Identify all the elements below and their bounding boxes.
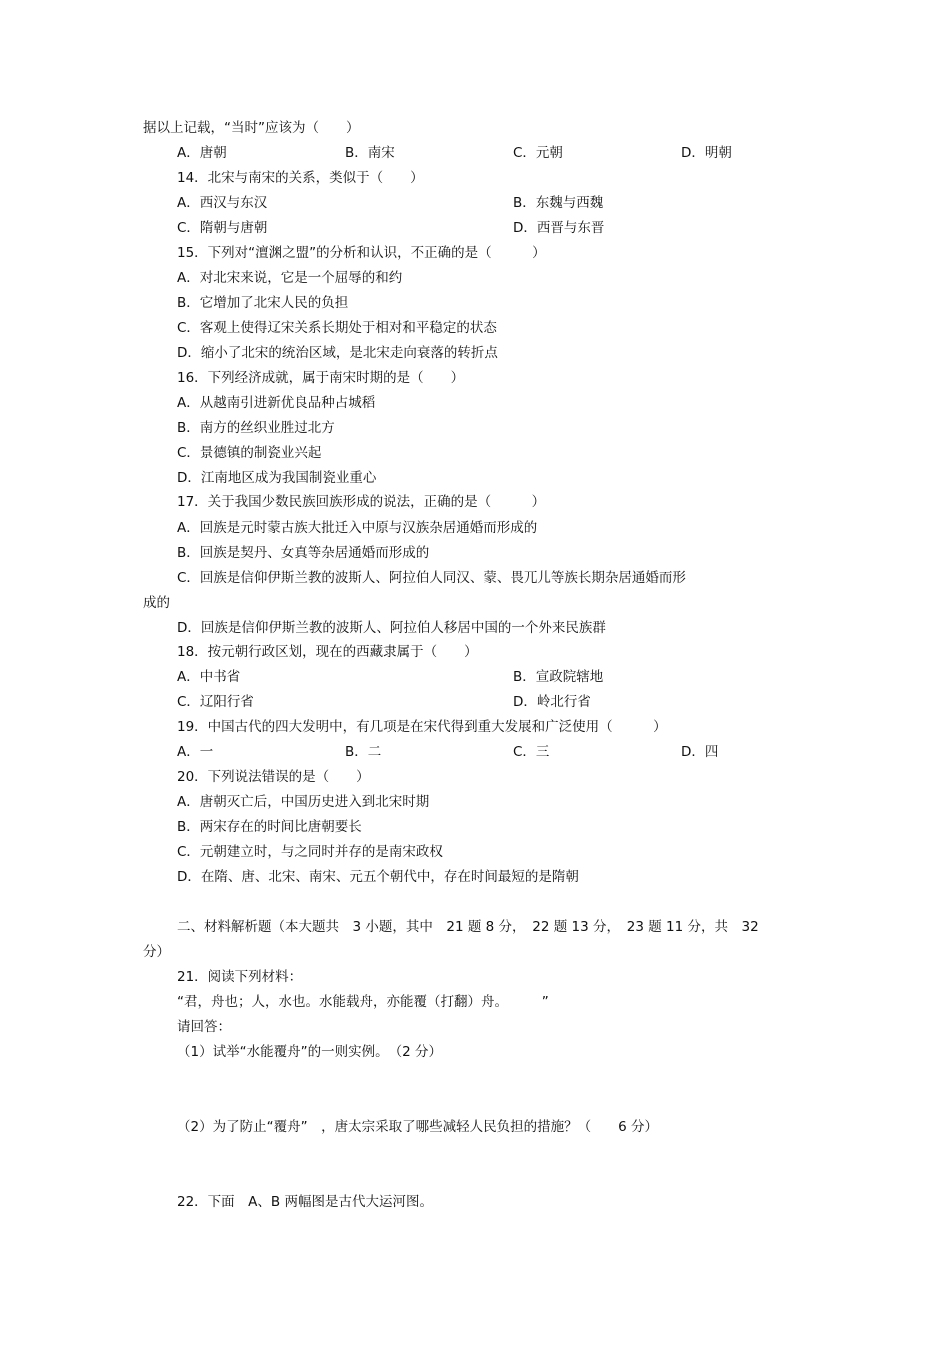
- q16-option-b: B．南方的丝织业胜过北方: [177, 420, 335, 436]
- q15-option-c: C．客观上使得辽宋关系长期处于相对和平稳定的状态: [177, 320, 497, 336]
- q17-option-b: B．回族是契丹、女真等杂居通婚而形成的: [177, 545, 430, 561]
- q18-stem: 18．按元朝行政区划，现在的西藏隶属于（ ）: [177, 644, 478, 660]
- q14-option-a: A．西汉与东汉: [177, 195, 268, 211]
- q18-option-c: C．辽阳行省: [177, 694, 254, 710]
- q22-stem: 22．下面 A、B 两幅图是古代大运河图。: [177, 1194, 433, 1210]
- q17-option-a: A．回族是元时蒙古族大批迁入中原与汉族杂居通婚而形成的: [177, 520, 538, 536]
- q21-material-quote: “君，舟也；人，水也。水能载舟，亦能覆（打翻）舟。 ”: [177, 994, 549, 1010]
- q14-option-d: D．西晋与东晋: [513, 220, 605, 236]
- q21-subquestion-2: （2）为了防止“覆舟” ，唐太宗采取了哪些减轻人民负担的措施？（ 6 分）: [177, 1119, 658, 1135]
- section-2-heading-continued: 分）: [143, 944, 170, 960]
- intro-line: 据以上记载，“当时”应该为（ ）: [143, 120, 360, 136]
- q15-option-d: D．缩小了北宋的统治区域，是北宋走向衰落的转折点: [177, 345, 498, 361]
- q14-option-c: C．隋朝与唐朝: [177, 220, 268, 236]
- q14-option-b: B．东魏与西魏: [513, 195, 604, 211]
- q15-option-a: A．对北宋来说，它是一个屈辱的和约: [177, 270, 403, 286]
- q16-option-a: A．从越南引进新优良品种占城稻: [177, 395, 376, 411]
- q17-option-d: D．回族是信仰伊斯兰教的波斯人、阿拉伯人移居中国的一个外来民族群: [177, 620, 606, 636]
- q17-option-c-continued: 成的: [143, 595, 170, 611]
- q19-option-a: A．一: [177, 744, 214, 760]
- q16-option-d: D．江南地区成为我国制瓷业重心: [177, 470, 377, 486]
- q16-option-c: C．景德镇的制瓷业兴起: [177, 445, 322, 461]
- q17-stem: 17．关于我国少数民族回族形成的说法，正确的是（ ）: [177, 494, 546, 510]
- q21-prompt: 请回答：: [177, 1019, 231, 1035]
- q13-option-d: D．明朝: [681, 145, 732, 161]
- q18-option-d: D．岭北行省: [513, 694, 591, 710]
- q13-option-a: A．唐朝: [177, 145, 227, 161]
- q15-option-b: B．它增加了北宋人民的负担: [177, 295, 349, 311]
- q20-option-c: C．元朝建立时，与之同时并存的是南宋政权: [177, 844, 443, 860]
- q20-option-d: D．在隋、唐、北宋、南宋、元五个朝代中，存在时间最短的是隋朝: [177, 869, 579, 885]
- q19-option-d: D．四: [681, 744, 719, 760]
- q13-option-c: C．元朝: [513, 145, 563, 161]
- q13-option-b: B．南宋: [345, 145, 395, 161]
- q17-option-c: C．回族是信仰伊斯兰教的波斯人、阿拉伯人同汉、蒙、畏兀儿等族长期杂居通婚而形: [177, 570, 686, 586]
- q20-option-b: B．两宋存在的时间比唐朝要长: [177, 819, 362, 835]
- q21-subquestion-1: （1）试举“水能覆舟”的一则实例。 （2 分）: [177, 1044, 442, 1060]
- q19-stem: 19．中国古代的四大发明中，有几项是在宋代得到重大发展和广泛使用（ ）: [177, 719, 667, 735]
- q19-option-c: C．三: [513, 744, 550, 760]
- q20-option-a: A．唐朝灭亡后，中国历史进入到北宋时期: [177, 794, 430, 810]
- section-2-heading: 二、材料解析题（本大题共 3 小题，其中 21 题 8 分， 22 题 13 分， 23 题 11 分，共 32: [177, 919, 759, 935]
- q18-option-b: B．宣政院辖地: [513, 669, 604, 685]
- q20-stem: 20．下列说法错误的是（ ）: [177, 769, 370, 785]
- q16-stem: 16．下列经济成就，属于南宋时期的是（ ）: [177, 370, 465, 386]
- q15-stem: 15．下列对“澶渊之盟”的分析和认识，不正确的是（ ）: [177, 245, 546, 261]
- q18-option-a: A．中书省: [177, 669, 241, 685]
- q21-stem: 21．阅读下列材料：: [177, 969, 303, 985]
- q14-stem: 14．北宋与南宋的关系，类似于（ ）: [177, 170, 424, 186]
- q19-option-b: B．二: [345, 744, 382, 760]
